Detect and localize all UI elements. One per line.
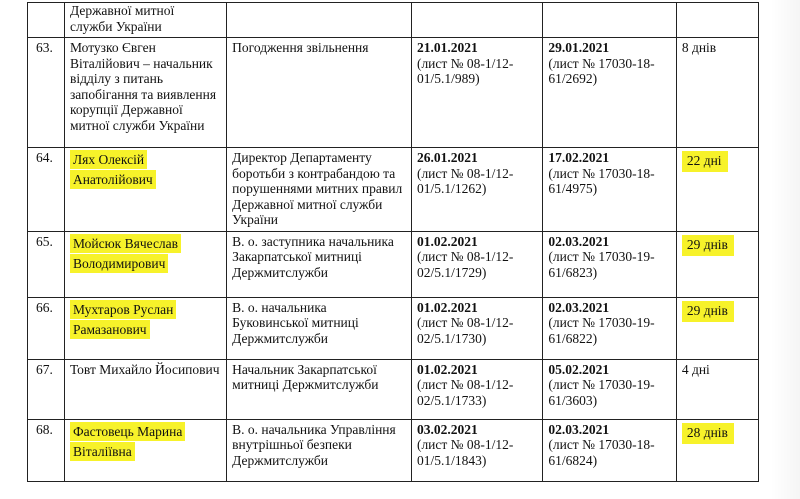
table-row-continued bbox=[28, 3, 759, 38]
cell-duration bbox=[676, 297, 758, 359]
cell-end bbox=[543, 359, 676, 419]
cell-number: 68. bbox=[28, 419, 65, 481]
cell-start bbox=[411, 38, 542, 148]
end-date: 02.03.2021 bbox=[548, 421, 610, 437]
page-edge-shadow bbox=[770, 0, 800, 499]
cell-duration bbox=[676, 148, 758, 232]
cell-number: 67. bbox=[28, 359, 65, 419]
table-row bbox=[28, 231, 759, 297]
end-ref: (лист № 17030-19-61/6823) bbox=[548, 249, 655, 280]
start-date: 01.02.2021 bbox=[416, 233, 478, 249]
table-row bbox=[28, 148, 759, 232]
start-ref: (лист № 08-1/12-01/5.1/989) bbox=[416, 55, 514, 86]
cell-position: В. о. начальника Буковинської митниці Держмитслужби bbox=[227, 297, 412, 359]
table-row bbox=[28, 419, 759, 481]
cell-name: Державної митної служби України bbox=[64, 3, 226, 38]
cell-number: 64. bbox=[28, 148, 65, 232]
start-date: 03.02.2021 bbox=[416, 421, 478, 437]
cell-start bbox=[411, 297, 542, 359]
start-date: 01.02.2021 bbox=[416, 361, 478, 377]
table-row bbox=[28, 38, 759, 148]
start-date: 01.02.2021 bbox=[416, 299, 478, 315]
cell-start bbox=[411, 148, 542, 232]
end-ref: (лист № 17030-19-61/6822) bbox=[548, 315, 655, 346]
cell-name bbox=[64, 148, 226, 232]
end-date: 17.02.2021 bbox=[548, 150, 610, 165]
start-ref: (лист № 08-1/12-02/5.1/1729) bbox=[416, 249, 514, 280]
cell-end bbox=[543, 148, 676, 232]
cell-number: 63. bbox=[28, 38, 65, 148]
end-date: 02.03.2021 bbox=[548, 299, 610, 315]
cell-start bbox=[411, 231, 542, 297]
cell-name bbox=[64, 419, 226, 481]
cell-end bbox=[543, 38, 676, 148]
cell-name: Мотузко Євген Віталійович – начальник відділу з питань запобігання та виявлення корупції Державної митної служби України bbox=[64, 38, 226, 148]
end-date: 02.03.2021 bbox=[548, 233, 610, 249]
cell-duration bbox=[676, 231, 758, 297]
start-date: 26.01.2021 bbox=[416, 150, 478, 165]
end-ref: (лист № 17030-18-61/2692) bbox=[548, 55, 655, 86]
highlighted-duration: 29 днів bbox=[682, 235, 734, 256]
cell-position: В. о. начальника Управління внутрішньої безпеки Держмитслужби bbox=[227, 419, 412, 481]
start-ref: (лист № 08-1/12-01/5.1/1843) bbox=[416, 437, 514, 468]
cell-name: Товт Михайло Йосипович bbox=[64, 359, 226, 419]
cell-number: 65. bbox=[28, 231, 65, 297]
appointments-table bbox=[27, 2, 759, 482]
start-ref: (лист № 08-1/12-01/5.1/1262) bbox=[416, 165, 514, 196]
start-date: 21.01.2021 bbox=[416, 40, 478, 55]
highlighted-duration: 28 днів bbox=[682, 423, 734, 444]
cell-number: 66. bbox=[28, 297, 65, 359]
end-date: 05.02.2021 bbox=[548, 361, 610, 377]
end-ref: (лист № 17030-18-61/6824) bbox=[548, 437, 655, 468]
cell-position: В. о. заступника начальника Закарпатської митниці Держмитслужби bbox=[227, 231, 412, 297]
cell-end bbox=[543, 231, 676, 297]
table-row bbox=[28, 297, 759, 359]
end-ref: (лист № 17030-19-61/3603) bbox=[548, 377, 655, 408]
cell-duration: 4 дні bbox=[676, 359, 758, 419]
end-ref: (лист № 17030-18-61/4975) bbox=[548, 165, 655, 196]
highlighted-name: Мухтаров Руслан Рамазанович bbox=[70, 300, 176, 339]
cell-duration: 8 днів bbox=[676, 38, 758, 148]
end-date: 29.01.2021 bbox=[548, 40, 610, 55]
cell-start bbox=[411, 419, 542, 481]
cell-position: Погодження звільнення bbox=[227, 38, 412, 148]
highlighted-name: Мойсюк Вячеслав Володимирович bbox=[70, 234, 181, 273]
cell-end bbox=[543, 419, 676, 481]
highlighted-name: Фастовець Марина Віталіївна bbox=[70, 422, 185, 461]
cell-position: Начальник Закарпатської митниці Держмитслужби bbox=[227, 359, 412, 419]
cell-duration bbox=[676, 419, 758, 481]
start-ref: (лист № 08-1/12-02/5.1/1730) bbox=[416, 315, 514, 346]
cell-end bbox=[543, 297, 676, 359]
table-row bbox=[28, 359, 759, 419]
cell-name bbox=[64, 297, 226, 359]
cell-position: Директор Департаменту боротьби з контрабандою та порушеннями митних правил Державної митної служби України bbox=[227, 148, 412, 232]
highlighted-name: Лях Олексій Анатолійович bbox=[70, 150, 156, 189]
cell-name bbox=[64, 231, 226, 297]
highlighted-duration: 29 днів bbox=[682, 301, 734, 322]
start-ref: (лист № 08-1/12-02/5.1/1733) bbox=[416, 377, 514, 408]
highlighted-duration: 22 дні bbox=[682, 151, 728, 172]
cell-start bbox=[411, 359, 542, 419]
